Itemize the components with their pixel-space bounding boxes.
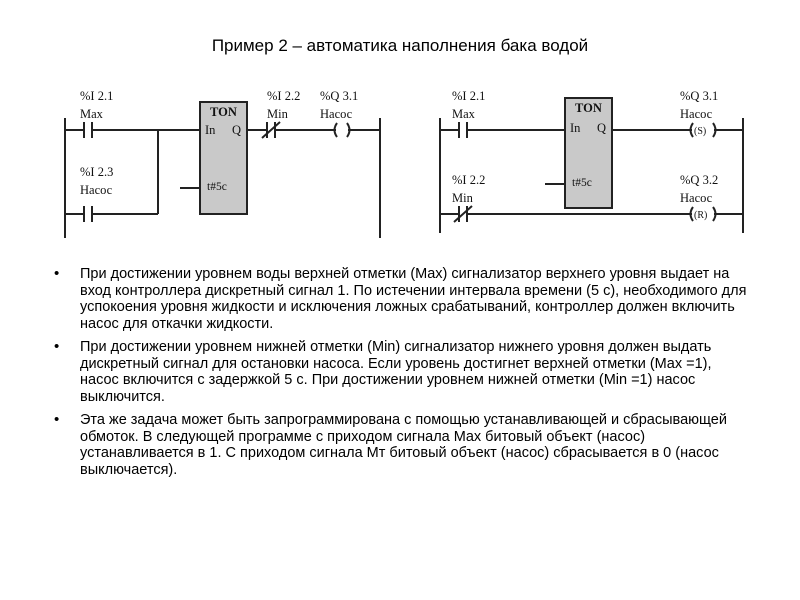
left-contact-max-label: Max: [80, 107, 103, 121]
left-timer-q: Q: [232, 123, 242, 137]
bullet-item: • Эта же задача может быть запрограммирована с помощью устанавливающей и сбрасывающей обмоток. В следующей программе с приходом сигнала Max битовый объект (насос) устанавливается в 1. С приходом сигнала Мт битовый объект (насос) сбрасывается в 0 (насос выключается).: [52, 412, 752, 478]
left-contact-pump-address: %I 2.3: [80, 165, 114, 179]
right-ladder-diagram: [430, 78, 760, 248]
left-contact-min-label: Min: [267, 107, 288, 121]
left-coil-address: %Q 3.1: [320, 89, 359, 103]
left-contact-min-address: %I 2.2: [267, 89, 301, 103]
left-contact-pump-label: Насос: [80, 183, 113, 197]
right-coil-set-symbol: (S): [694, 126, 707, 137]
left-coil-symbol: ( ): [333, 126, 343, 137]
right-contact-min-address: %I 2.2: [452, 173, 486, 187]
right-coil-reset-symbol: (R): [694, 210, 708, 221]
right-coil-reset-address: %Q 3.2: [680, 173, 719, 187]
bullet-item: • При достижении уровнем нижней отметки (Min) сигнализатор нижнего уровня должен выдать дискретный сигнал для остановки насоса. Если уровень достигнет верхней отметки (Max =1), насос включится с задержкой 5 с. При достижении уровнем нижней отметки (Min =1) насос выключится.: [52, 339, 752, 405]
left-timer-preset: t#5c: [207, 181, 227, 193]
left-coil-label: Насос: [320, 107, 353, 121]
right-coil-reset-label: Насос: [680, 191, 713, 205]
right-contact-max-label: Max: [452, 107, 475, 121]
right-timer-type: TON: [575, 101, 602, 115]
left-timer-in: In: [205, 123, 216, 137]
left-coil-symbol-layer: [55, 78, 390, 248]
left-timer-type: TON: [210, 105, 237, 119]
right-timer-in: In: [570, 121, 581, 135]
right-timer-preset: t#5c: [572, 177, 592, 189]
page-title: Пример 2 – автоматика наполнения бака водой: [211, 36, 589, 55]
right-coil-set-address: %Q 3.1: [680, 89, 719, 103]
right-timer-q: Q: [597, 121, 607, 135]
right-coil-set-label: Насос: [680, 107, 713, 121]
right-contact-min-label: Min: [452, 191, 473, 205]
right-contact-max-address: %I 2.1: [452, 89, 486, 103]
bullet-list: [52, 266, 752, 485]
left-contact-max-address: %I 2.1: [80, 89, 114, 103]
bullet-item: • При достижении уровнем воды верхней отметки (Max) сигнализатор верхнего уровня выдает на вход контроллера дискретный сигнал 1. По истечении интервала времени (5 с), необходимого для успокоения уровня жидкости и исключения ложных срабатываний, контроллер должен включить насос для откачки жидкости.: [52, 266, 752, 332]
